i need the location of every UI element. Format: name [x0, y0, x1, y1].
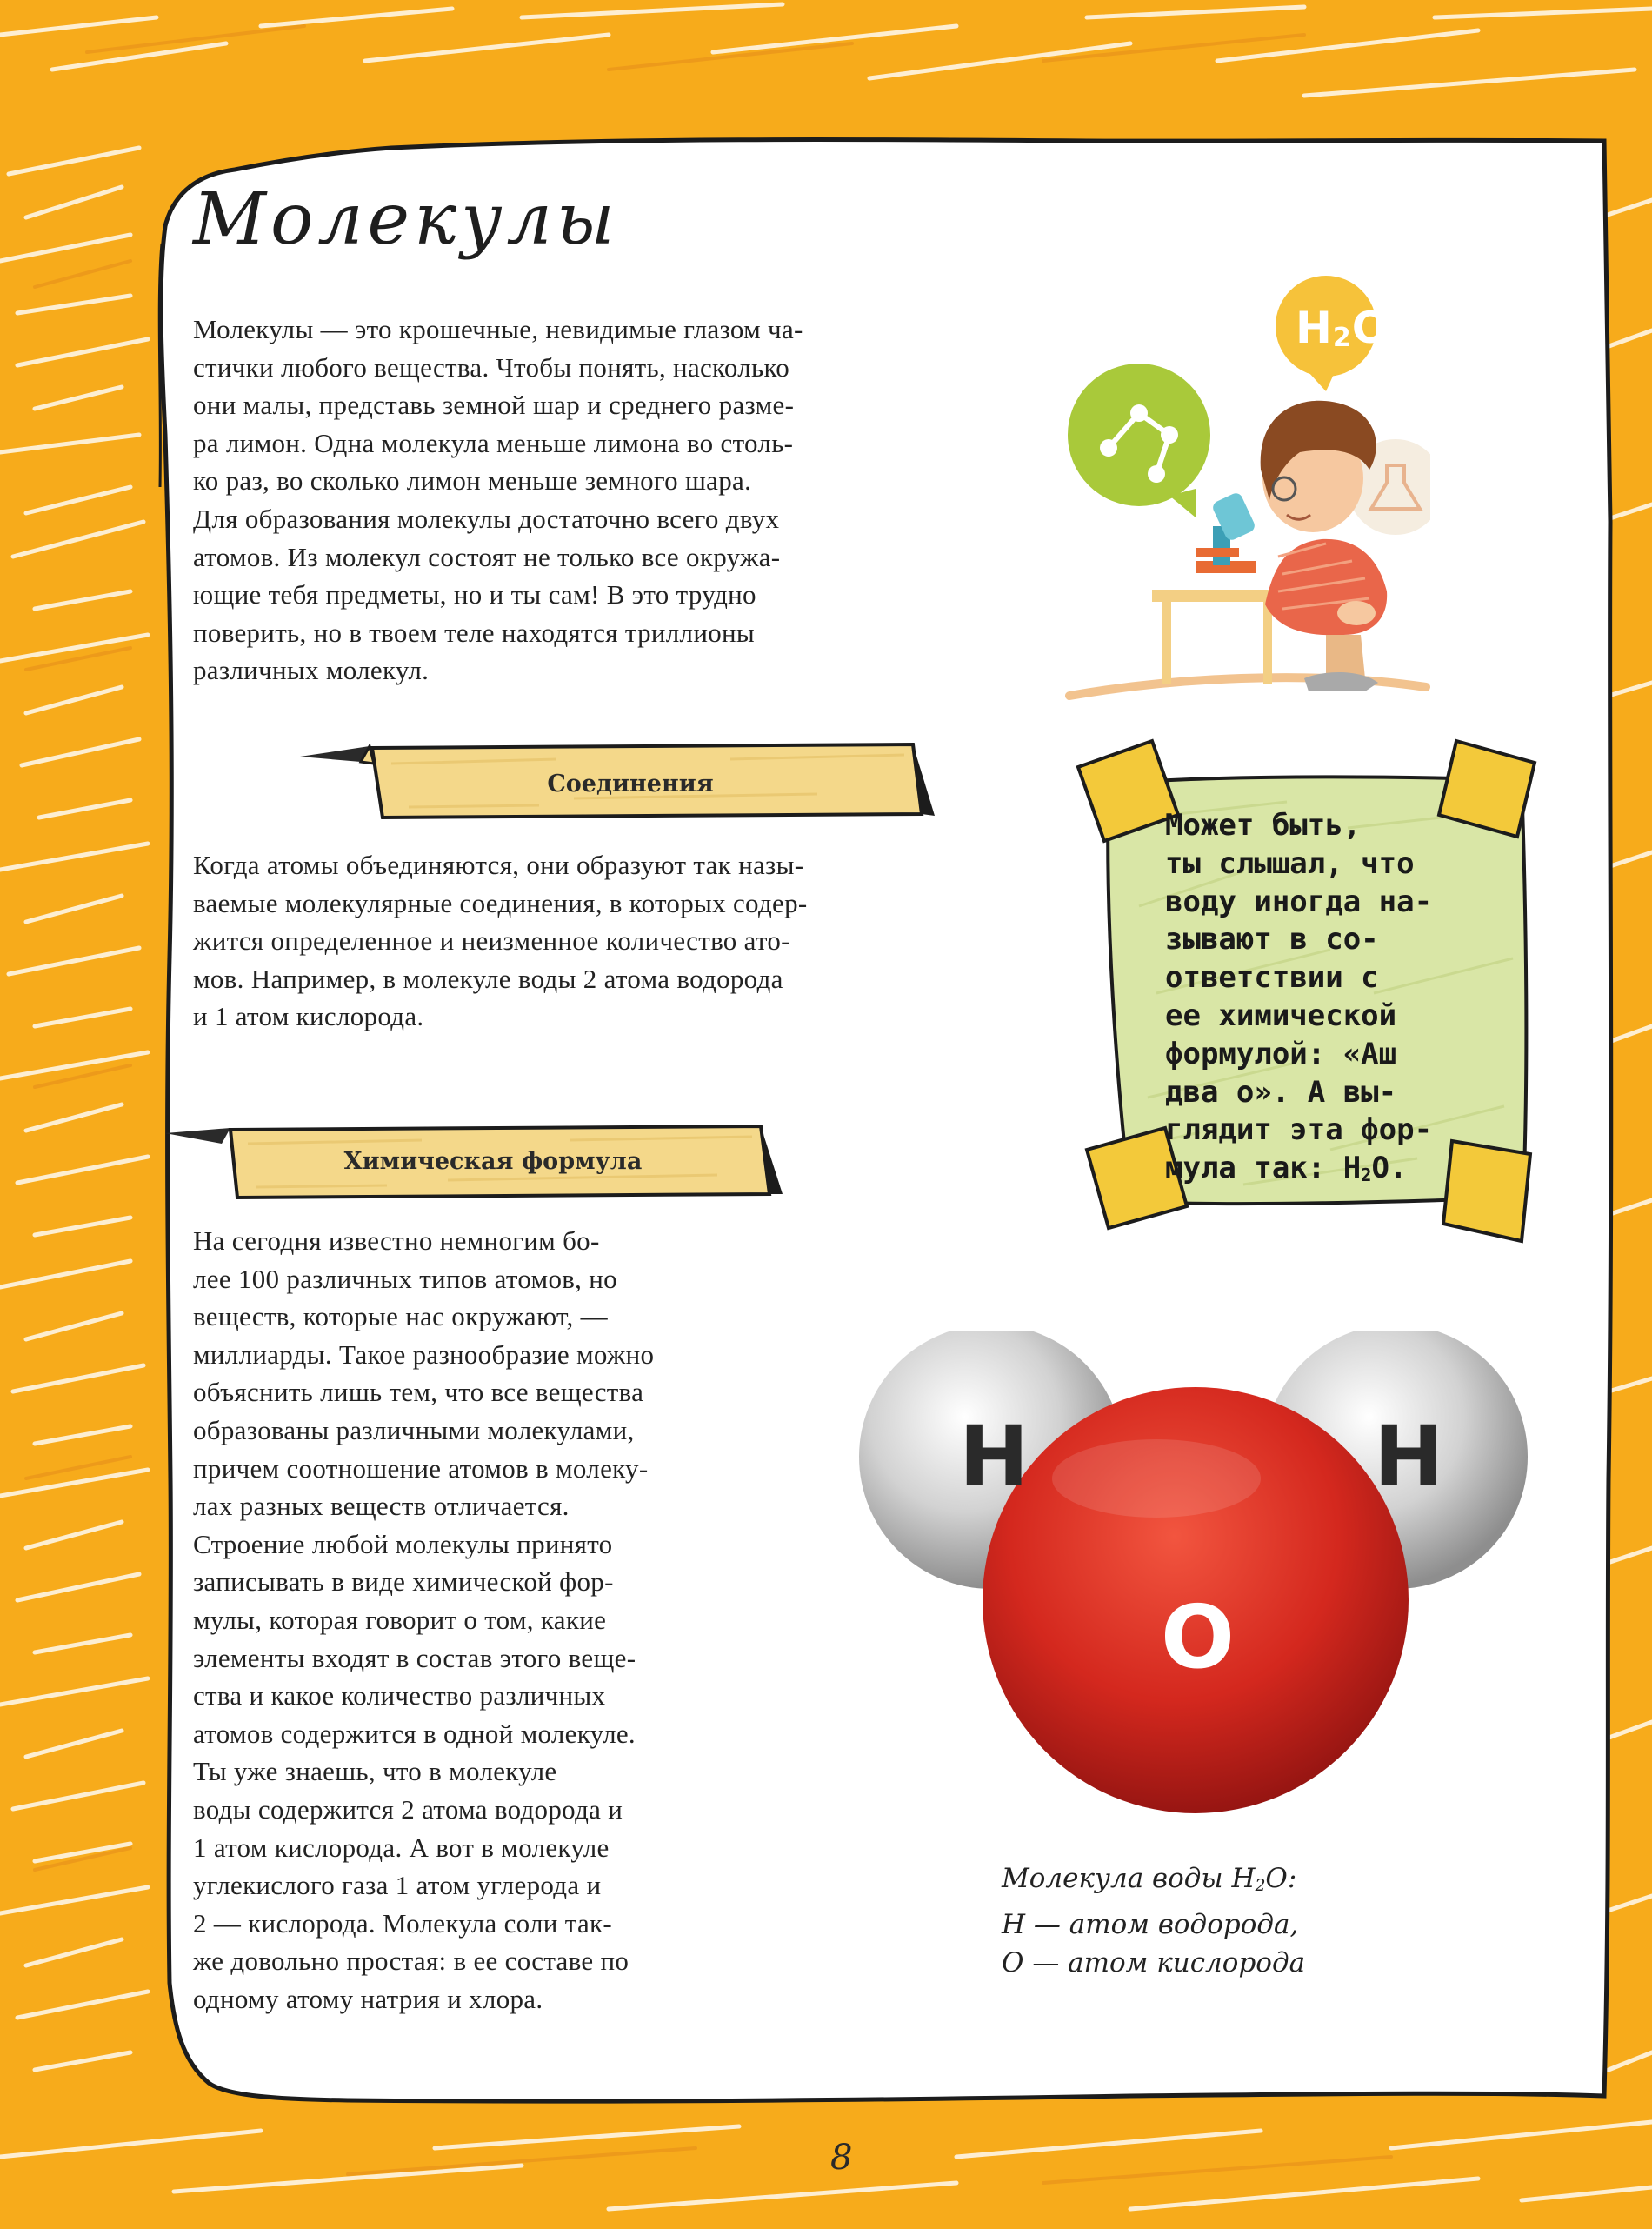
- formula-line: 2 — кислорода. Молекула соли так-: [193, 1907, 612, 1939]
- compounds-line: мов. Например, в молекуле воды 2 атома водорода: [193, 963, 783, 994]
- compounds-paragraph: [193, 846, 1047, 1036]
- compounds-line: ваемые молекулярные соединения, в которых содер-: [193, 887, 808, 918]
- formula-line: 1 атом кислорода. А вот в молекуле: [193, 1832, 610, 1863]
- molecule-icon: [1068, 364, 1210, 517]
- caption-line: O — атом кислорода: [1002, 1947, 1306, 1979]
- section-heading-compounds: Соединения: [547, 771, 714, 798]
- hydrogen-right-label: H: [1374, 1408, 1444, 1505]
- page-number: 8: [830, 2138, 853, 2178]
- formula-line: причем соотношение атомов в молеку-: [193, 1452, 649, 1484]
- formula-line: лее 100 различных типов атомов, но: [193, 1263, 617, 1294]
- formula-line: углекислого газа 1 атом углерода и: [193, 1870, 602, 1901]
- formula-line: веществ, которые нас окружают, —: [193, 1301, 608, 1332]
- intro-line: Для образования молекулы достаточно всего двух: [193, 503, 780, 534]
- formula-line: образованы различными молекулами,: [193, 1414, 635, 1445]
- note-line: зывают в со-: [1165, 922, 1379, 958]
- boy-figure: [1261, 401, 1388, 691]
- intro-line: ко раз, во сколько лимон меньше земного шара.: [193, 465, 752, 497]
- formula-line: мулы, которая говорит о том, какие: [193, 1604, 607, 1635]
- page-title: Молекулы: [193, 178, 619, 261]
- formula-line: объяснить лишь тем, что все вещества: [193, 1377, 644, 1408]
- note-line: воду иногда на-: [1165, 884, 1433, 919]
- intro-line: различных молекул.: [193, 655, 430, 686]
- formula-paragraph: [193, 1222, 821, 2018]
- intro-line: поверить, но в твоем теле находятся триллионы: [193, 617, 756, 648]
- intro-line: Молекулы — это крошечные, невидимые глазом ча-: [193, 314, 803, 344]
- section-heading-formula: Химическая формула: [343, 1148, 643, 1175]
- intro-line: атомов. Из молекул состоят не только все окружа-: [193, 541, 781, 572]
- molecule-caption: [1002, 1859, 1489, 1982]
- compounds-line: и 1 атом кислорода.: [193, 1001, 424, 1032]
- hydrogen-left-label: H: [959, 1408, 1029, 1505]
- fact-note-text: [1165, 807, 1504, 1195]
- formula-line: миллиарды. Такое разнообразие можно: [193, 1338, 655, 1370]
- formula-line: атомов содержится в одной молекуле.: [193, 1718, 636, 1749]
- note-line: ответствии с: [1165, 960, 1379, 996]
- intro-paragraph: [193, 310, 1047, 690]
- water-molecule-model: [856, 1331, 1543, 1818]
- formula-line: лах разных веществ отличается.: [193, 1491, 570, 1522]
- note-line: глядит эта фор-: [1165, 1112, 1433, 1148]
- note-line: Может быть,: [1165, 808, 1362, 843]
- compounds-line: Когда атомы объединяются, они образуют так назы-: [193, 850, 804, 880]
- formula-line: элементы входят в состав этого веще-: [193, 1642, 636, 1673]
- intro-line: ющие тебя предметы, но и ты сам! В это трудно: [193, 579, 756, 611]
- formula-line: воды содержится 2 атома водорода и: [193, 1793, 623, 1825]
- caption-line: H — атом водорода,: [1002, 1909, 1299, 1940]
- formula-line: На сегодня известно немногим бо-: [193, 1225, 600, 1256]
- note-line: ее химической: [1165, 998, 1397, 1033]
- formula-line: же довольно простая: в ее составе по: [193, 1945, 629, 1977]
- intro-line: они малы, представь земной шар и среднего разме-: [193, 390, 795, 421]
- formula-line: Ты уже знаешь, что в молекуле: [193, 1756, 557, 1787]
- compounds-line: жится определенное и неизменное количество ато-: [193, 925, 790, 957]
- note-line-formula: мула так: $H_2O$.: [1165, 1151, 1408, 1186]
- formula-line: ства и какое количество различных: [193, 1680, 606, 1712]
- h2o-bubble-label: $H_2O$: [1296, 303, 1390, 353]
- caption-line: Молекула воды $H_2O$:: [1002, 1863, 1297, 1895]
- note-line: ты слышал, что: [1165, 845, 1415, 881]
- note-line: два о». А вы-: [1165, 1074, 1397, 1110]
- formula-line: одному атому натрия и хлора.: [193, 1983, 543, 2014]
- oxygen-label: O: [1161, 1586, 1236, 1688]
- microscope-icon: [1196, 491, 1256, 573]
- intro-line: стички любого вещества. Чтобы понять, насколько: [193, 351, 790, 383]
- intro-line: ра лимон. Одна молекула меньше лимона во столь-: [193, 427, 794, 458]
- formula-line: Строение любой молекулы принято: [193, 1528, 613, 1559]
- formula-line: записывать в виде химической фор-: [193, 1566, 614, 1598]
- note-line: формулой: «Аш: [1165, 1036, 1397, 1071]
